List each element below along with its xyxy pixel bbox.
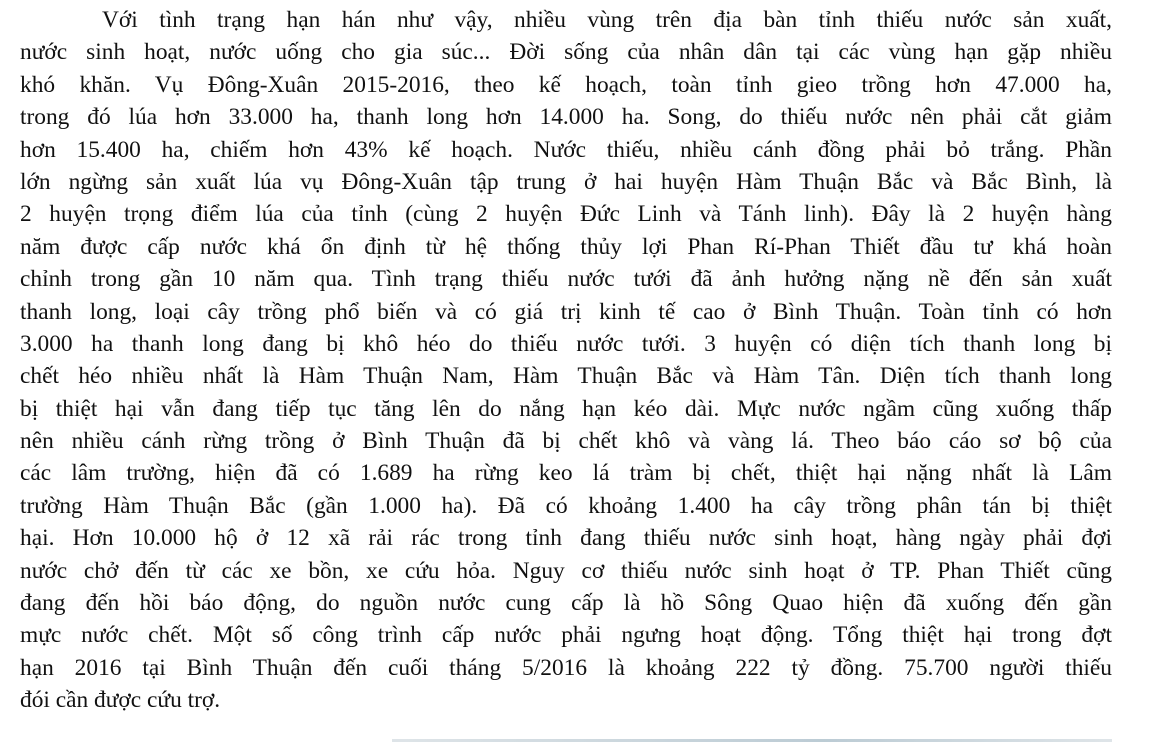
paragraph-line: trong đó lúa hơn 33.000 ha, thanh long hơn 14.000 ha. Song, do thiếu nước nên phải cắt giảm: [20, 104, 1112, 131]
paragraph-line: chỉnh trong gần 10 năm qua. Tình trạng thiếu nước tưới đã ảnh hưởng nặng nề đến sản xuất: [20, 266, 1112, 293]
paragraph-line: mực nước chết. Một số công trình cấp nước phải ngưng hoạt động. Tổng thiệt hại trong đợt: [20, 622, 1112, 649]
paragraph-line: nước chở đến từ các xe bồn, xe cứu hỏa. Nguy cơ thiếu nước sinh hoạt ở TP. Phan Thiết cũng: [20, 557, 1112, 584]
paragraph-line: Với tình trạng hạn hán như vậy, nhiều vùng trên địa bàn tỉnh thiếu nước sản xuất,: [102, 7, 1112, 33]
paragraph-line: lớn ngừng sản xuất lúa vụ Đông-Xuân tập trung ở hai huyện Hàm Thuận Bắc và Bắc Bình, là: [20, 168, 1112, 195]
paragraph-line: đang đến hồi báo động, do nguồn nước cung cấp là hồ Sông Quao hiện đã xuống đến gần: [20, 590, 1112, 617]
paragraph-line: khó khăn. Vụ Đông-Xuân 2015-2016, theo kế hoạch, toàn tỉnh gieo trồng hơn 47.000 ha,: [20, 71, 1112, 98]
paragraph-line: nên nhiều cánh rừng trồng ở Bình Thuận đã bị chết khô và vàng lá. Theo báo cáo sơ bộ của: [20, 428, 1112, 455]
paragraph-line: hạn 2016 tại Bình Thuận đến cuối tháng 5/2016 là khoảng 222 tỷ đồng. 75.700 người thiếu: [20, 654, 1112, 681]
paragraph-line: các lâm trường, hiện đã có 1.689 ha rừng keo lá tràm bị chết, thiệt hại nặng nhất là Lâm: [20, 460, 1112, 487]
paragraph-line: 3.000 ha thanh long đang bị khô héo do thiếu nước tưới. 3 huyện có diện tích thanh long bị: [20, 330, 1112, 357]
paragraph-line: năm được cấp nước khá ổn định từ hệ thống thủy lợi Phan Rí-Phan Thiết đầu tư khá hoàn: [20, 233, 1112, 260]
paragraph-line: bị thiệt hại vẫn đang tiếp tục tăng lên do nắng hạn kéo dài. Mực nước ngầm cũng xuống thấp: [20, 395, 1112, 422]
paragraph-line: hơn 15.400 ha, chiếm hơn 43% kế hoạch. Nước thiếu, nhiều cánh đồng phải bỏ trắng. Phần: [20, 136, 1112, 163]
paragraph-line: chết héo nhiều nhất là Hàm Thuận Nam, Hàm Thuận Bắc và Hàm Tân. Diện tích thanh long: [20, 363, 1112, 390]
paragraph-line: 2 huyện trọng điểm lúa của tỉnh (cùng 2 huyện Đức Linh và Tánh linh). Đây là 2 huyện hàng: [20, 201, 1112, 228]
paragraph: [20, 4, 1112, 717]
paragraph-line: nước sinh hoạt, nước uống cho gia súc... Đời sống của nhân dân tại các vùng hạn gặp nhiều: [20, 39, 1112, 66]
paragraph-line: hại. Hơn 10.000 hộ ở 12 xã rải rác trong tỉnh đang thiếu nước sinh hoạt, hàng ngày phải đợi: [20, 525, 1112, 552]
paragraph-line: thanh long, loại cây trồng phổ biến và có giá trị kinh tế cao ở Bình Thuận. Toàn tỉnh có hơn: [20, 298, 1112, 325]
paragraph-line: đói cần được cứu trợ.: [20, 687, 221, 714]
paragraph-line: trường Hàm Thuận Bắc (gần 1.000 ha). Đã có khoảng 1.400 ha cây trồng phân tán bị thiệt: [20, 492, 1112, 519]
